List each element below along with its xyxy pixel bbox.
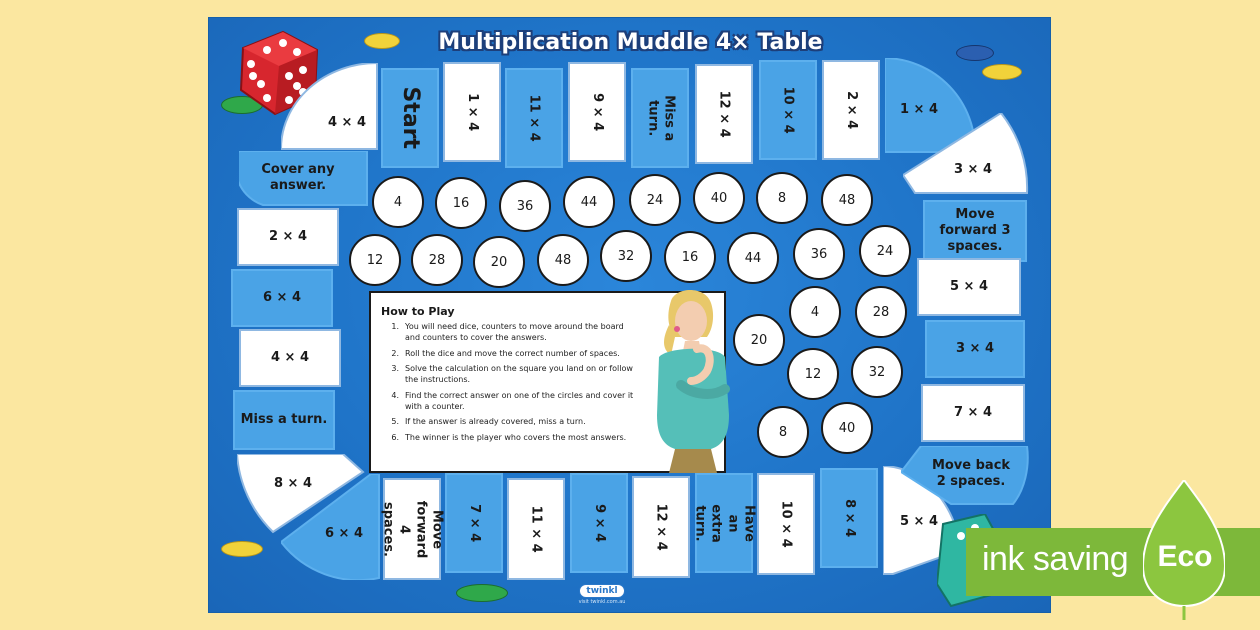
gold-coin	[221, 541, 263, 557]
answer-circle[interactable]	[821, 174, 873, 226]
answer-value: 36	[516, 198, 534, 214]
square[interactable]	[570, 473, 628, 573]
game-board	[208, 17, 1051, 613]
thinking-girl-illustration	[641, 285, 733, 473]
square-miss-turn[interactable]	[631, 68, 689, 168]
square-label: 6 × 4	[262, 289, 302, 305]
square-label: Have an extra turn.	[692, 503, 757, 543]
board-title: Multiplication Muddle 4× Table	[438, 30, 823, 55]
answer-value: 24	[646, 192, 664, 208]
list-item	[383, 416, 639, 427]
square-label: 3 × 4	[955, 340, 995, 356]
answer-circle[interactable]	[727, 232, 779, 284]
square[interactable]	[568, 62, 626, 162]
answer-value: 20	[750, 332, 768, 348]
step-text: If the answer is already covered, miss a turn.	[405, 417, 586, 426]
square-label: Miss a turn.	[645, 94, 677, 142]
cover-any-label: Cover any answer.	[261, 161, 335, 193]
eco-label: Eco	[1157, 540, 1213, 573]
square[interactable]	[632, 476, 690, 578]
corner-bottom-left-2-label: 6 × 4	[324, 525, 364, 541]
answer-circle[interactable]	[789, 286, 841, 338]
square-label: 5 × 4	[949, 278, 989, 294]
square-move-forward[interactable]	[923, 200, 1027, 262]
twinkl-logo	[577, 578, 627, 605]
answer-circle[interactable]	[733, 314, 785, 366]
square-extra-turn[interactable]	[692, 473, 757, 573]
answer-value: 40	[710, 190, 728, 206]
twinkl-url: visit twinkl.com.au	[578, 599, 626, 605]
square-label: 10 × 4	[781, 86, 797, 134]
square-label: 12 × 4	[654, 503, 670, 551]
square[interactable]	[239, 329, 341, 387]
answer-circle[interactable]	[855, 286, 907, 338]
answer-circle[interactable]	[629, 174, 681, 226]
answer-value: 16	[452, 195, 470, 211]
square-label: 10 × 4	[779, 500, 795, 548]
step-text: Solve the calculation on the square you land on or follow the instructions.	[405, 364, 633, 384]
square-label: 12 × 4	[717, 90, 733, 138]
answer-circle[interactable]	[756, 172, 808, 224]
square-label: 1 × 4	[465, 92, 481, 132]
square[interactable]	[231, 269, 333, 327]
answer-circle[interactable]	[787, 348, 839, 400]
step-number: 4.	[391, 390, 399, 400]
how-to-play-panel	[369, 291, 726, 473]
list-item	[383, 321, 639, 343]
square[interactable]	[505, 68, 563, 168]
square[interactable]	[822, 60, 880, 160]
square[interactable]	[925, 320, 1025, 378]
step-text: Roll the dice and move the correct number of spaces.	[405, 348, 620, 358]
gold-coin	[364, 33, 400, 49]
list-item	[383, 348, 639, 359]
square[interactable]	[443, 62, 501, 162]
corner-bottom-left-1-label: 8 × 4	[273, 475, 313, 491]
answer-circle[interactable]	[372, 176, 424, 228]
answer-circle[interactable]	[821, 402, 873, 454]
step-text: You will need dice, counters to move around the board and counters to cover the answers.	[405, 322, 624, 342]
answer-circle[interactable]	[563, 176, 615, 228]
square-label: 7 × 4	[467, 503, 483, 543]
square[interactable]	[757, 473, 815, 575]
square-label: 2 × 4	[268, 228, 308, 244]
corner-top-left[interactable]	[281, 63, 381, 153]
answer-value: 24	[876, 243, 894, 259]
answer-value: 44	[744, 250, 762, 266]
answer-value: 44	[580, 194, 598, 210]
answer-value: 28	[872, 304, 890, 320]
answer-circle[interactable]	[859, 225, 911, 277]
square[interactable]	[237, 208, 339, 266]
answer-circle[interactable]	[435, 177, 487, 229]
answer-value: 8	[777, 190, 787, 206]
ink-saving-label: ink saving	[982, 540, 1129, 578]
answer-circle[interactable]	[349, 234, 401, 286]
square[interactable]	[759, 60, 817, 160]
square-label: Miss a turn.	[240, 411, 328, 427]
answer-circle[interactable]	[793, 228, 845, 280]
square-start[interactable]	[381, 68, 439, 168]
square-label: 9 × 4	[592, 503, 608, 543]
move-back-label: Move back 2 spaces.	[931, 457, 1011, 489]
square[interactable]	[820, 468, 878, 568]
answer-value: 48	[554, 252, 572, 268]
step-text: Find the correct answer on one of the circles and cover it with a counter.	[405, 390, 634, 411]
square[interactable]	[507, 478, 565, 580]
answer-value: 36	[810, 246, 828, 262]
corner-top-right-1-label: 1 × 4	[899, 101, 939, 117]
green-counter	[456, 584, 508, 602]
square-label: Move forward 4 spaces.	[380, 500, 445, 558]
square-move-forward[interactable]	[380, 478, 445, 580]
twinkl-brand: twinkl	[579, 584, 624, 598]
answer-value: 4	[393, 194, 403, 210]
answer-value: 4	[810, 304, 820, 320]
square[interactable]	[921, 384, 1025, 442]
answer-circle[interactable]	[537, 234, 589, 286]
answer-value: 40	[838, 420, 856, 436]
list-item	[383, 390, 639, 412]
answer-circle[interactable]	[664, 231, 716, 283]
step-number: 5.	[391, 417, 399, 426]
corner-bottom-right-label: 5 × 4	[899, 513, 939, 529]
answer-value: 16	[681, 249, 699, 265]
square[interactable]	[445, 473, 503, 573]
how-to-play-heading: How to Play	[381, 305, 455, 318]
square-label: Move forward 3 spaces.	[939, 206, 1011, 255]
square-label: 8 × 4	[842, 498, 858, 538]
square-miss-turn[interactable]	[233, 390, 335, 450]
square-label: 2 × 4	[844, 90, 860, 130]
step-number: 6.	[391, 432, 399, 442]
step-text: The winner is the player who covers the most answers.	[405, 432, 627, 442]
corner-top-right-2[interactable]	[903, 113, 1029, 195]
gold-coin	[982, 64, 1022, 80]
list-item	[383, 432, 639, 443]
answer-value: 32	[868, 364, 886, 380]
step-number: 3.	[391, 364, 399, 373]
answer-circle[interactable]	[499, 180, 551, 232]
answer-value: 32	[617, 248, 635, 264]
answer-circle[interactable]	[693, 172, 745, 224]
how-to-play-list	[383, 321, 639, 447]
answer-circle[interactable]	[473, 236, 525, 288]
square-label: Start	[397, 86, 423, 150]
answer-value: 28	[428, 252, 446, 268]
square[interactable]	[695, 64, 753, 164]
square-label: 4 × 4	[270, 349, 310, 365]
step-number: 1.	[391, 322, 399, 331]
corner-top-right-2-label: 3 × 4	[953, 161, 993, 177]
answer-value: 12	[804, 366, 822, 382]
answer-circle[interactable]	[757, 406, 809, 458]
square-label: 11 × 4	[529, 505, 545, 553]
answer-circle[interactable]	[600, 230, 652, 282]
answer-circle[interactable]	[851, 346, 903, 398]
list-item	[383, 363, 639, 385]
step-number: 2.	[391, 348, 399, 358]
corner-top-left-label: 4 × 4	[327, 114, 367, 130]
answer-value: 12	[366, 252, 384, 268]
answer-value: 48	[838, 192, 856, 208]
square-label: 9 × 4	[590, 92, 606, 132]
answer-value: 8	[778, 424, 788, 440]
square-label: 11 × 4	[527, 94, 543, 142]
answer-value: 20	[490, 254, 508, 270]
square-label: 7 × 4	[953, 404, 993, 420]
answer-circle[interactable]	[411, 234, 463, 286]
square[interactable]	[917, 258, 1021, 316]
